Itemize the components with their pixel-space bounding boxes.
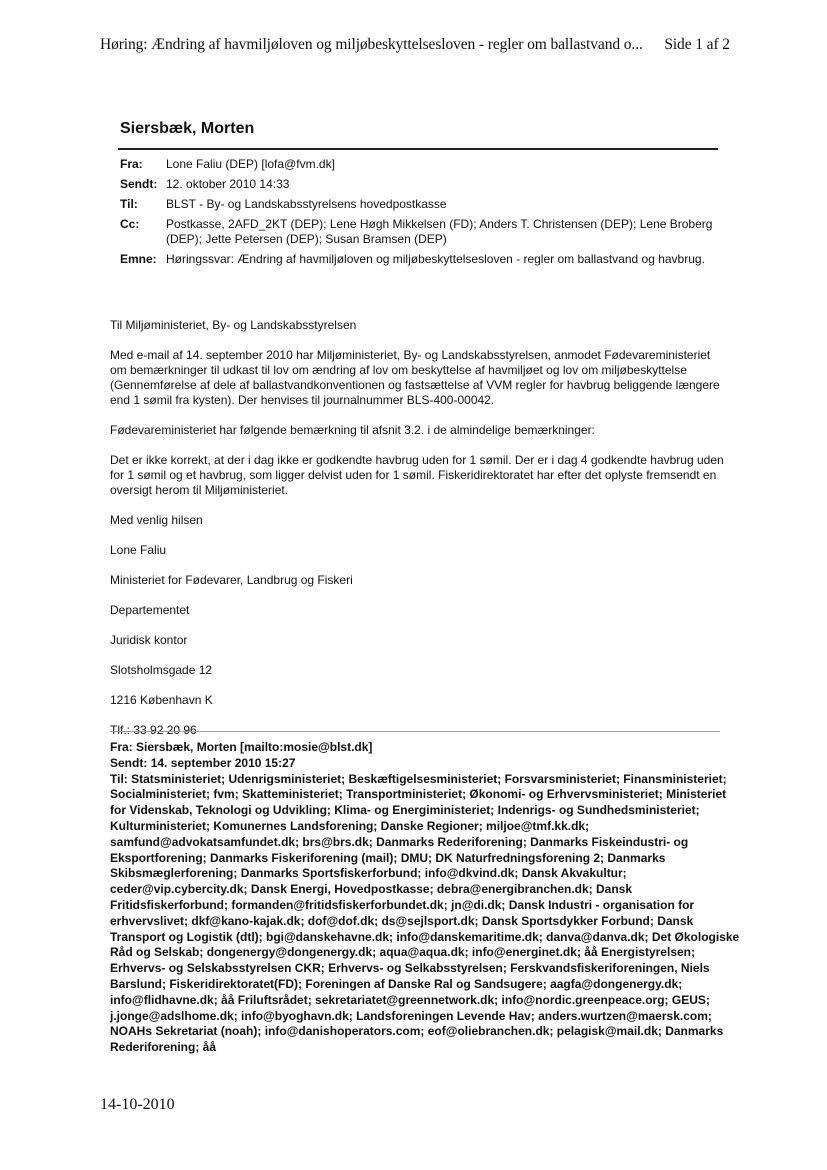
signature-office: Juridisk kontor [110,633,188,647]
signature-ministry: Ministeriet for Fødevarer, Landbrug og Fiskeri [110,573,353,587]
body-paragraph: Fødevareministeriet har følgende bemærkning til afsnit 3.2. i de almindelige bemærkninger: [110,423,595,437]
header-title: Høring: Ændring af havmiljøloven og miljøbeskyttelsesloven - regler om ballastvand o... [100,36,643,53]
forwarded-message [110,740,740,1056]
meta-sent-value: 12. oktober 2010 14:33 [166,177,290,191]
meta-cc-row [120,217,720,247]
signature-street: Slotsholmsgade 12 [110,663,213,677]
closing: Med venlig hilsen [110,513,203,527]
email-body [110,318,730,753]
forwarded-from-value: Siersbæk, Morten [mailto:mosie@blst.dk] [136,740,373,754]
signature-department: Departementet [110,603,190,617]
signature-phone: Tlf.: 33 92 20 96 [110,723,197,737]
forwarded-to-value: Statsministeriet; Udenrigsministeriet; Beskæftigelsesministeriet; Forsvarsministeriet; Finansministeriet; Socialministeriet; fvm; Skatteministeriet; Transportministeriet; Økonomi- og Erhvervsministeriet; Ministeriet for Videnskab, Teknologi og Udvikling; Klima- og Energiministeriet; Indenrigs- og Sundhedsministeriet; Kulturministeriet; Komunernes Landsforening; Danske Regioner; miljoe@tmf.kk.dk; samfund@advokatsamfundet.dk; brs@brs.dk; Danmarks Rederiforening; Danmarks Fiskeindustri- og Eksportforening; Danmarks Fiskeriforening (mail); DMU; DK Naturfredningsforening 2; Danmarks Skibsmæglerforening; Danmarks Sportsfiskerforbund; info@dkvind.dk; Dansk Akvakultur; ceder@vip.cybercity.dk; Dansk Energi, Hovedpostkasse; debra@energibranchen.dk; Dansk Fritidsfiskerforbund; formanden@fritidsfiskerforbundet.dk; jn@di.dk; Dansk Industri - organisation for erhvervslivet; dkf@kano-kajak.dk; dof@dof.dk; ds@sejlsport.dk; Dansk Sportsdykker Forbund; Dansk Transport og Logistik (dtl); bgi@danskehavne.dk; info@danskemaritime.dk; danva@danva.dk; Det Økologiske Råd og Selskab; dongenergy@dongenergy.dk; aqua@aqua.dk; info@energinet.dk; åå Energistyrelsen; Erhvervs- og Selskabsstyrelsen CKR; Erhvervs- og Selkabsstyrelsen; Ferskvandsfiskeriforeningen, Niels Barslund; Fiskeridirektoratet(FD); Foreningen af Danske Ral og Sandsugere; aagfa@dongenergy.dk; info@flidhavne.dk; åå Friluftsrådet; sekretariatet@greennetwork.dk; info@nordic.greenpeace.org; GEUS; j.jonge@adslhome.dk; info@byoghavn.dk; Landsforeningen Levende Hav; anders.wurtzen@maersk.com; NOAHs Sekretariat (noah); info@danishoperators.com; eof@oliebranchen.dk; pelagisk@mail.dk; Danmarks Rederiforening; åå [110,771,740,1055]
signature [110,543,730,738]
meta-to-label: Til: [120,197,138,211]
forwarded-sent-value: 14. september 2010 15:27 [150,755,296,770]
email-meta [120,157,720,272]
forwarded-sent-label: Sendt: [110,755,148,770]
footer-date: 14-10-2010 [100,1096,175,1113]
meta-subject-value: Høringssvar: Ændring af havmiljøloven og miljøbeskyttelsesloven - regler om ballastvand og havbrug. [166,252,705,266]
forwarded-from-row [110,740,740,756]
meta-to-row [120,197,720,212]
body-paragraph: Med e-mail af 14. september 2010 har Miljøministeriet, By- og Landskabsstyrelsen, anmodet Fødevareministeriet om bemærkninger til udkast til lov om ændring af lov om beskyttelse af havmiljøet og lov om miljøbeskyttelse (Gennemførelse af dele af ballastvandkonventionen og fastsættelse af VVM regler for havbrug beliggende længere end 1 sømil fra kysten). Der henvises til journalnummer BLS-400-00042. [110,348,720,407]
meta-sent-row [120,177,720,192]
header-divider [118,148,718,150]
body-paragraph: Det er ikke korrekt, at der i dag ikke er godkendte havbrug uden for 1 sømil. Der er i dag 4 godkendte havbrug uden for 1 sømil og et havbrug, som ligger delvist uden for 1 sømil. Fiskeridirektoratet har efter det oplyste fremsendt en oversigt herom til Miljøministeriet. [110,453,724,497]
forward-divider [110,731,720,732]
forwarded-to-label: Til: [110,771,128,786]
meta-subject-label: Emne: [120,252,157,266]
forwarded-sent-row [110,756,740,772]
signature-city: 1216 København K [110,693,213,707]
signature-name: Lone Faliu [110,543,167,557]
meta-sent-label: Sendt: [120,177,158,191]
page-header [100,36,760,54]
meta-cc-label: Cc: [120,217,140,231]
sender-name: Siersbæk, Morten [120,120,255,137]
greeting: Til Miljøministeriet, By- og Landskabsstyrelsen [110,318,357,332]
meta-cc-value: Postkasse, 2AFD_2KT (DEP); Lene Høgh Mikkelsen (FD); Anders T. Christensen (DEP); Lene Broberg (DEP); Jette Petersen (DEP); Susan Bramsen (DEP) [166,217,713,246]
meta-from-row [120,157,720,172]
meta-to-value: BLST - By- og Landskabsstyrelsens hovedpostkasse [166,197,447,211]
forwarded-to-row [110,772,740,1056]
forwarded-from-label: Fra: [110,740,133,754]
meta-subject-row [120,252,720,267]
header-page-number: Side 1 af 2 [664,36,730,53]
meta-from-label: Fra: [120,157,143,171]
meta-from-value: Lone Faliu (DEP) [lofa@fvm.dk] [166,157,335,171]
